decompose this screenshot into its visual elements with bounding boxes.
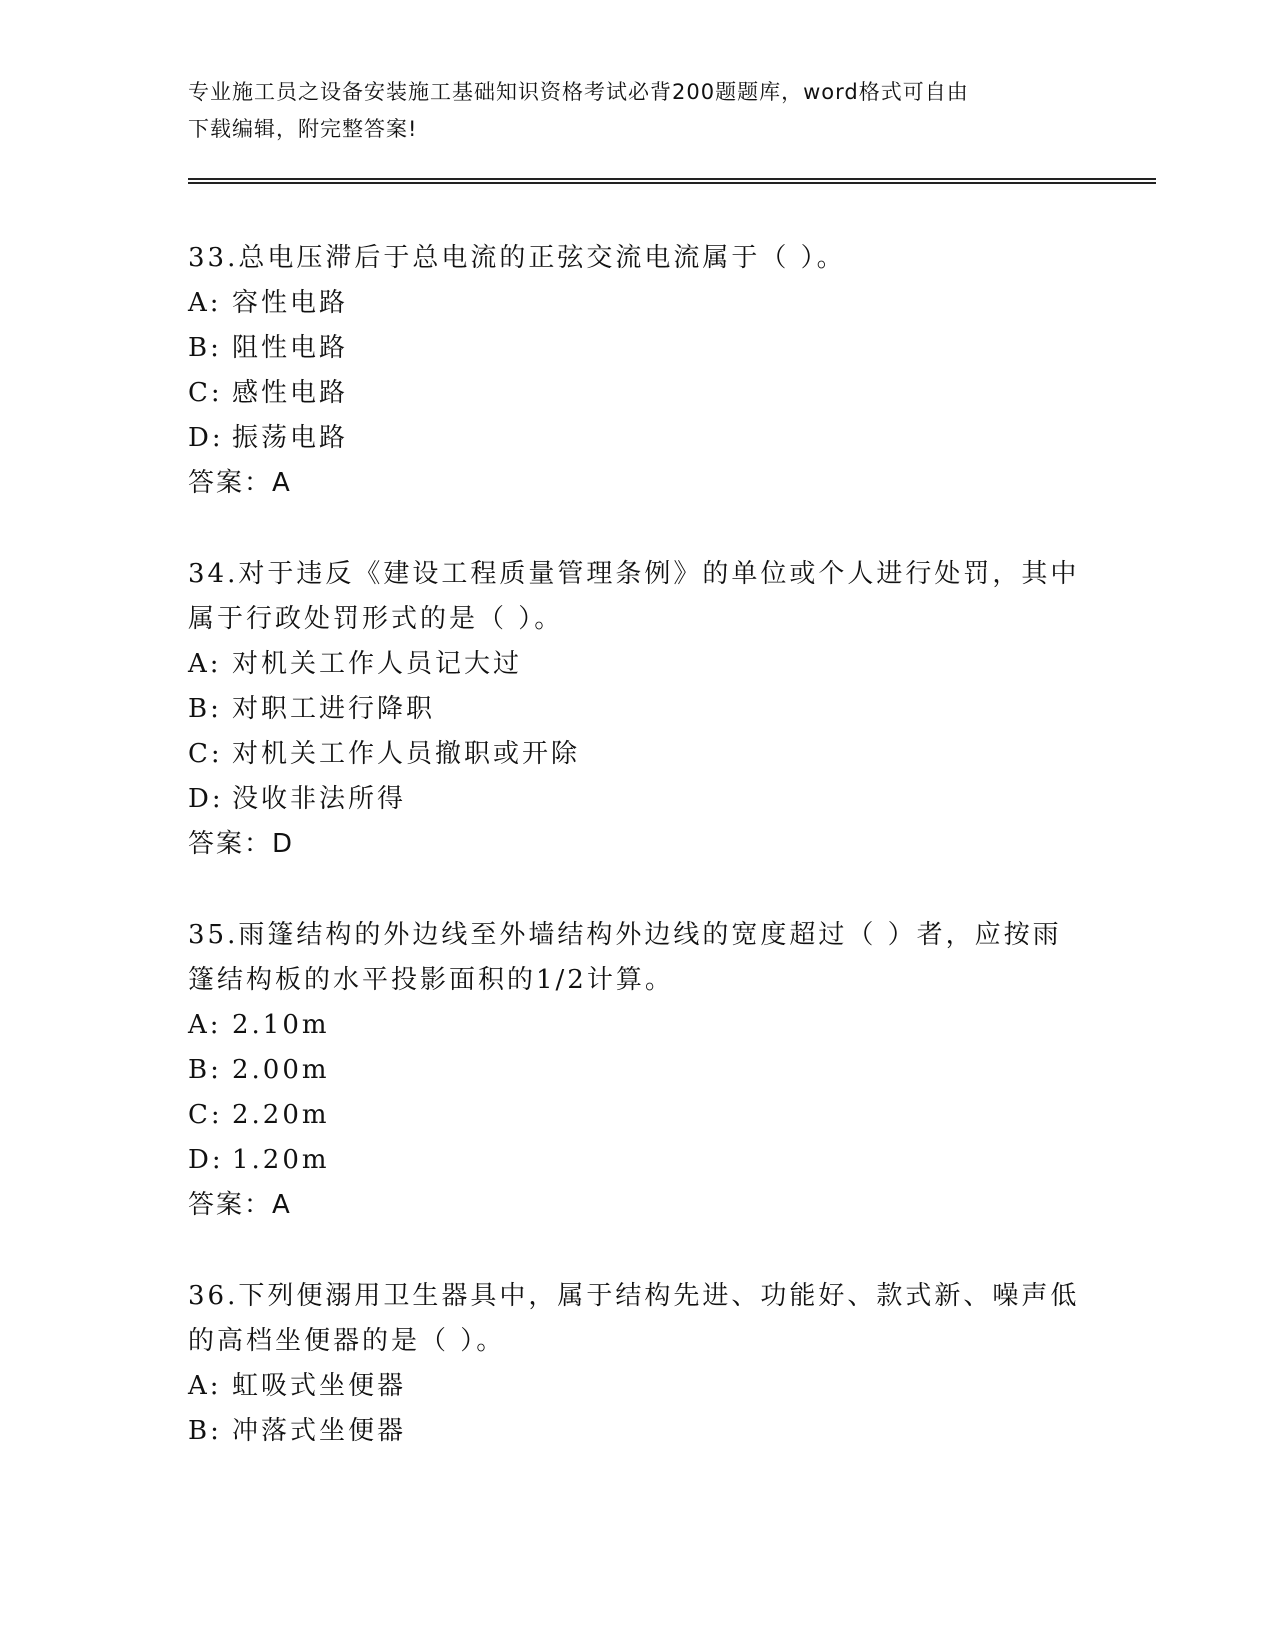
- option-row: [188, 1409, 1088, 1454]
- option-key: D:: [188, 1145, 224, 1175]
- question-stem-line: 属于行政处罚形式的是（ ）。: [188, 604, 564, 634]
- option-text: 虹吸式坐便器: [232, 1371, 407, 1401]
- answer-line: 答案：A: [188, 468, 292, 498]
- option-key: D:: [188, 784, 224, 814]
- document-header: [188, 74, 1068, 148]
- option-text: 2.00m: [232, 1055, 330, 1085]
- question-list: [188, 236, 1088, 1500]
- option-row: [188, 1364, 1088, 1409]
- option-row: [188, 732, 1088, 777]
- question-stem-line: 篷结构板的水平投影面积的1/2计算。: [188, 965, 674, 995]
- option-key: C:: [188, 378, 223, 408]
- option-row: [188, 326, 1088, 371]
- option-text: 阻性电路: [232, 333, 349, 363]
- option-row: [188, 281, 1088, 326]
- option-key: D:: [188, 423, 224, 453]
- option-row: [188, 642, 1088, 687]
- option-text: 对机关工作人员撤职或开除: [232, 739, 581, 769]
- question-stem-line: 33.总电压滞后于总电流的正弦交流电流属于（ ）。: [188, 243, 846, 273]
- option-row: [188, 777, 1088, 822]
- option-text: 冲落式坐便器: [232, 1416, 407, 1446]
- option-row: [188, 1003, 1088, 1048]
- option-key: B:: [188, 333, 222, 363]
- option-row: [188, 416, 1088, 461]
- option-key: A:: [188, 649, 222, 679]
- option-row: [188, 1138, 1088, 1183]
- option-key: C:: [188, 1100, 223, 1130]
- option-row: [188, 1048, 1088, 1093]
- question-stem-line: 34.对于违反《建设工程质量管理条例》的单位或个人进行处罚，其中: [188, 559, 1080, 589]
- question-stem-line: 的高档坐便器的是（ ）。: [188, 1326, 506, 1356]
- option-key: B:: [188, 694, 222, 724]
- option-text: 2.10m: [232, 1010, 330, 1040]
- option-text: 2.20m: [232, 1100, 330, 1130]
- option-key: A:: [188, 288, 222, 318]
- option-row: [188, 1093, 1088, 1138]
- header-divider: [188, 178, 1156, 184]
- option-text: 对职工进行降职: [232, 694, 436, 724]
- option-text: 感性电路: [232, 378, 349, 408]
- header-line-2: 下载编辑，附完整答案!: [188, 117, 418, 141]
- option-key: A:: [188, 1010, 222, 1040]
- option-key: C:: [188, 739, 223, 769]
- question-block: [188, 236, 1088, 506]
- question-stem-line: 36.下列便溺用卫生器具中，属于结构先进、功能好、款式新、噪声低: [188, 1281, 1080, 1311]
- option-key: B:: [188, 1055, 222, 1085]
- option-row: [188, 687, 1088, 732]
- option-text: 1.20m: [232, 1145, 330, 1175]
- option-row: [188, 371, 1088, 416]
- option-key: A:: [188, 1371, 222, 1401]
- option-text: 没收非法所得: [232, 784, 407, 814]
- option-text: 振荡电路: [232, 423, 349, 453]
- option-text: 对机关工作人员记大过: [232, 649, 523, 679]
- option-key: B:: [188, 1416, 222, 1446]
- option-text: 容性电路: [232, 288, 349, 318]
- answer-line: 答案：D: [188, 829, 295, 859]
- question-stem-line: 35.雨篷结构的外边线至外墙结构外边线的宽度超过（ ）者，应按雨: [188, 920, 1062, 950]
- answer-line: 答案：A: [188, 1190, 292, 1220]
- question-block: [188, 913, 1088, 1228]
- question-block: [188, 1274, 1088, 1454]
- question-block: [188, 552, 1088, 867]
- header-line-1: 专业施工员之设备安装施工基础知识资格考试必背200题题库，word格式可自由: [188, 80, 969, 104]
